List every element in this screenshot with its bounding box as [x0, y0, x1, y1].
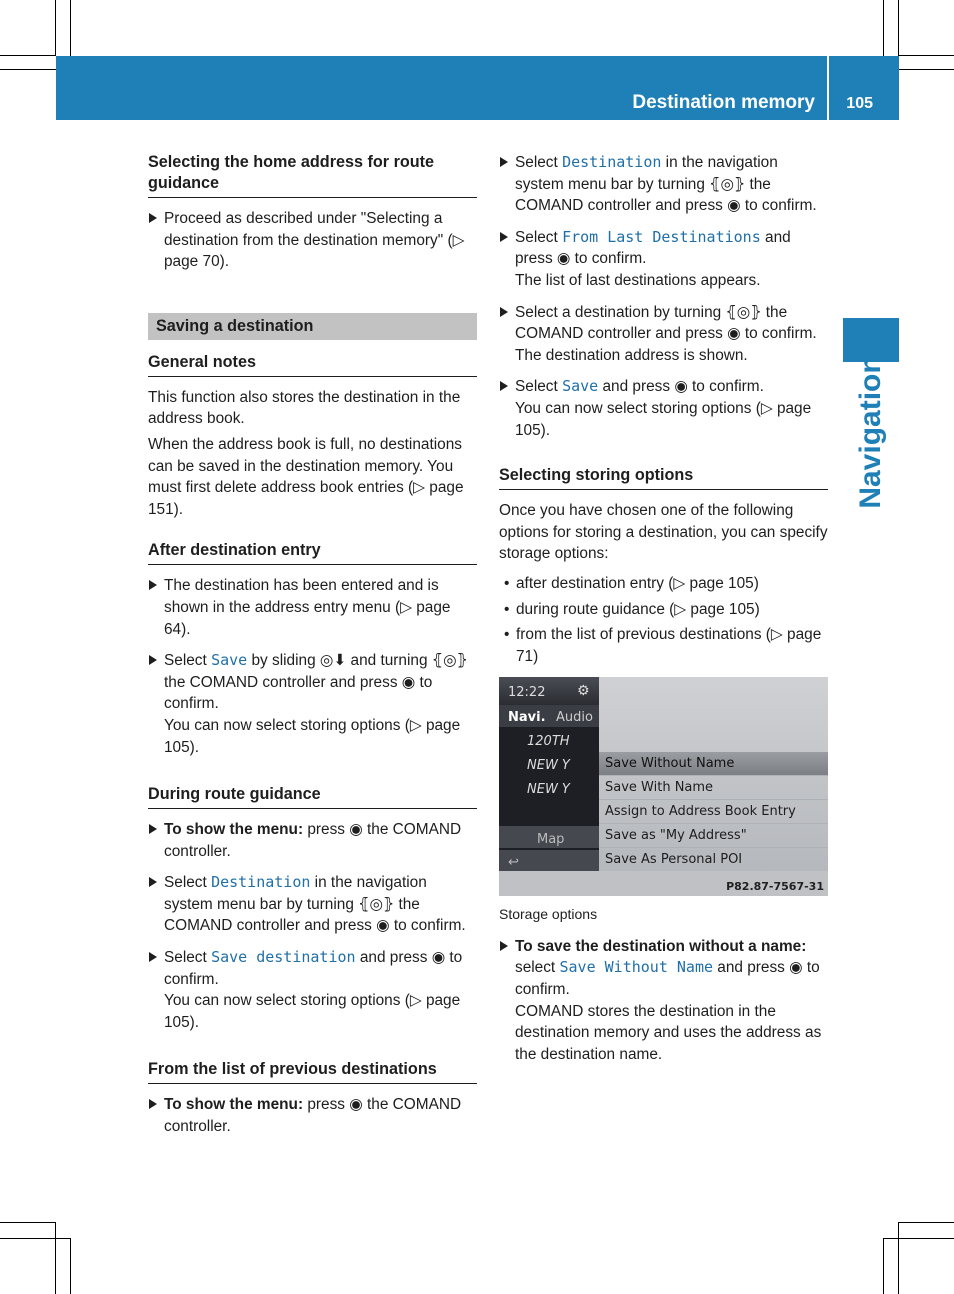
step [148, 819, 477, 862]
step-text: and press ◉ to confirm. [598, 378, 764, 396]
menu-code: From Last Destinations [562, 227, 761, 246]
step-text: Select [515, 154, 563, 171]
map-label: Map [537, 832, 565, 848]
crop-mark [70, 0, 71, 56]
crop-mark [70, 1238, 71, 1294]
menu-code: Destination [211, 873, 311, 892]
crop-mark [898, 0, 899, 56]
step-result: You can now select storing options (▷ page 105). [164, 716, 461, 756]
menu-audio: Audio [556, 710, 593, 726]
crop-mark [883, 1238, 884, 1294]
gear-icon: ⚙ [577, 683, 590, 700]
list-item: 120TH [527, 734, 570, 750]
clock: 12:22 [508, 685, 546, 701]
bullet-item: • after destination entry (▷ page 105) [499, 573, 828, 595]
step-text: in the navigation system menu bar by turning ⦃◎⦄ the COMAND controller and press ◉ to confirm. [515, 154, 817, 215]
right-column [499, 152, 828, 1075]
step-text: Select [164, 949, 212, 967]
crop-mark [0, 69, 56, 70]
menu-code: Save destination [211, 948, 356, 967]
crop-mark [0, 55, 56, 56]
menu-code: Save [211, 651, 248, 670]
step-text: press ◉ the COMAND controller. [164, 821, 462, 860]
step-bold: To save the destination without a name: [515, 937, 807, 955]
step-result: The destination address is shown. [515, 346, 748, 364]
header-band [56, 56, 899, 120]
crop-mark [0, 1238, 70, 1239]
step-result: You can now select storing options (▷ page 105). [515, 399, 812, 439]
crop-mark [883, 1238, 954, 1239]
step-text: by sliding ◎⬇ and turning ⦃◎⦄ the COMAND controller and press ◉ to confirm. [164, 652, 468, 713]
crop-mark [899, 1222, 954, 1223]
step [499, 936, 828, 1066]
section-title: Destination memory [632, 92, 815, 113]
step [499, 227, 828, 292]
option-save-personal-poi[interactable]: Save As Personal POI [605, 852, 743, 868]
screen-map-button [499, 826, 599, 848]
crop-mark [899, 55, 954, 56]
step-bold: To show the menu: [164, 1096, 304, 1114]
crop-mark [0, 1222, 56, 1223]
bullet-item: • during route guidance (▷ page 105) [499, 599, 828, 621]
step [499, 152, 828, 217]
step-bold: To show the menu: [164, 821, 304, 839]
step-text: Select [515, 378, 563, 396]
heading-during-route-guidance: During route guidance [148, 784, 477, 809]
step [499, 376, 828, 441]
image-caption: Storage options [499, 906, 598, 923]
heading-home-address: Selecting the home address for route guidance [148, 152, 477, 198]
option-save-with-name[interactable]: Save With Name [599, 776, 828, 800]
crop-mark [898, 1222, 899, 1294]
step-result: The list of last destinations appears. [515, 271, 761, 289]
left-column [148, 152, 477, 1148]
step [148, 872, 477, 937]
heading-from-previous-destinations: From the list of previous destinations [148, 1059, 477, 1084]
step-text: Select a destination by turning ⦃◎⦄ the COMAND controller and press ◉ to confirm. [515, 303, 817, 343]
step-text: press ◉ the COMAND controller. [164, 1096, 462, 1136]
step [148, 208, 477, 273]
step-text: and press ◉ to confirm. [164, 949, 463, 988]
crop-mark [55, 1222, 56, 1294]
menu-code: Save Without Name [559, 958, 714, 977]
step [148, 947, 477, 1033]
step-text: in the navigation system menu bar by turning ⦃◎⦄ the COMAND controller and press ◉ to confirm. [164, 874, 466, 935]
header-divider [827, 56, 829, 120]
step-result: You can now select storing options (▷ page 105). [164, 992, 461, 1031]
heading-selecting-storing-options: Selecting storing options [499, 465, 828, 490]
screen-back-button [499, 850, 599, 872]
step-text: and press ◉ to confirm. [515, 959, 820, 999]
step-text: and press ◉ to confirm. [515, 228, 791, 268]
option-save-my-address[interactable]: Save as "My Address" [599, 824, 828, 848]
back-icon: ↩ [508, 855, 519, 871]
option-save-without-name[interactable]: Save Without Name [599, 752, 828, 776]
step-text: select [515, 959, 560, 977]
image-footer [499, 871, 828, 896]
step [148, 1094, 477, 1137]
menu-navi: Navi. [508, 710, 546, 726]
list-item: NEW Y [527, 782, 570, 798]
menu-code: Destination [562, 153, 662, 171]
step-text: Select [515, 228, 563, 246]
crop-mark [899, 69, 954, 70]
crop-mark [55, 0, 56, 56]
side-tab-label: Navigation [854, 355, 887, 509]
storage-options-menu [599, 677, 828, 871]
menu-code: Save [562, 377, 599, 396]
paragraph: When the address book is full, no destinations can be saved in the destination memory. You must first delete address book entries (▷ page 151). [148, 435, 464, 518]
step [148, 575, 477, 640]
step-result: COMAND stores the destination in the destination memory and uses the address as the destination name. [515, 1002, 822, 1063]
page-number: 105 [846, 95, 873, 112]
heading-after-destination-entry: After destination entry [148, 540, 477, 565]
screen-menu-bar [499, 705, 599, 727]
bullet-item: • from the list of previous destinations (▷ page 71) [499, 624, 828, 667]
step-text: The destination has been entered and is shown in the address entry menu (▷ page 64). [164, 577, 451, 638]
step-text: Select [164, 874, 212, 892]
step-text: Proceed as described under "Selecting a destination from the destination memory" (▷ page 70). [164, 210, 465, 271]
screen-status-bar [499, 677, 599, 705]
step [499, 302, 828, 367]
storage-options-screenshot [499, 677, 828, 896]
crop-mark [883, 0, 884, 56]
list-item: NEW Y [527, 758, 570, 774]
option-assign-address-book[interactable]: Assign to Address Book Entry [599, 800, 828, 824]
image-code: P82.87-7567-31 [726, 880, 824, 894]
heading-saving-destination: Saving a destination [148, 313, 477, 340]
heading-general-notes: General notes [148, 352, 477, 377]
step [148, 650, 477, 758]
paragraph: This function also stores the destination in the address book. [148, 388, 461, 428]
paragraph: Once you have chosen one of the following options for storing a destination, you can specify storage options: [499, 502, 828, 563]
step-text: Select [164, 652, 212, 670]
